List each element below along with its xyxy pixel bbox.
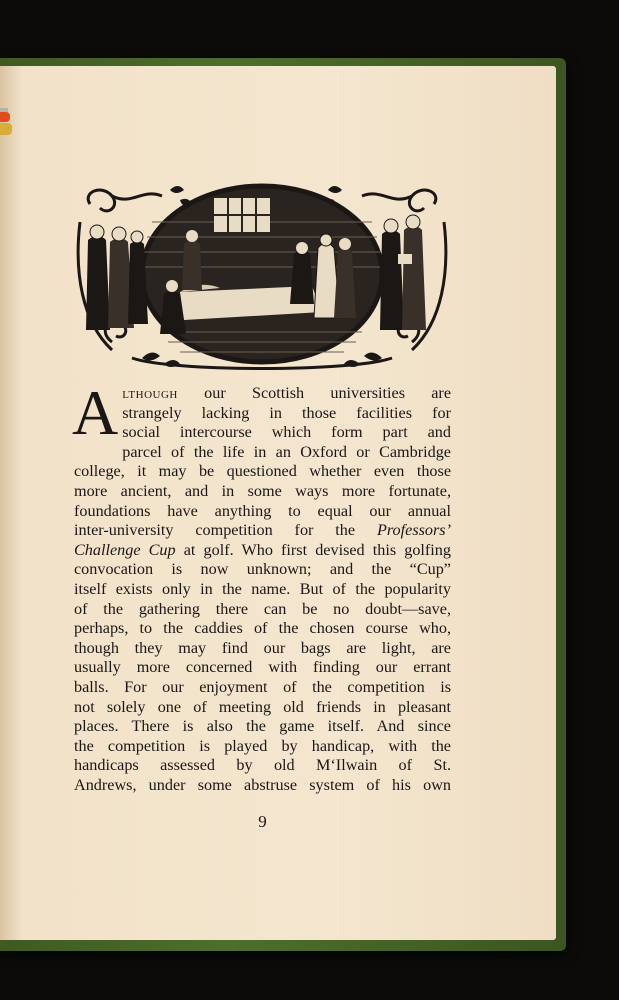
figures-right [380,215,426,330]
text-line-8: inter-university competition for the Professors’ [74,521,451,540]
text-line-18: places. There is also the game itself. And since [74,717,451,736]
bookmark-ribbon-yellow [0,123,12,135]
italic-professors: Professors’ [376,521,451,540]
bookmark-ribbon-red [0,112,10,122]
text-line-3: social intercourse which form part and [122,423,451,442]
text-line-14: though they may find our bags are light, are [74,638,451,657]
body-text [72,377,451,795]
text-line-16: balls. For our enjoyment of the competition is [74,677,451,696]
text-line-10: convocation is now unknown; and the “Cup” [74,560,451,579]
text-line-7: foundations have anything to equal our annual [74,501,451,520]
figures-left [86,225,148,330]
text-line-15: usually more concerned with finding our errant [74,658,451,677]
text-line-4: parcel of the life in an Oxford or Cambridge [122,442,451,461]
text-line-20: handicaps assessed by old M‘Ilwain of St. [74,756,451,775]
drop-cap: A [72,377,119,448]
lead-in: lthough [122,384,178,402]
text-line-17: not solely one of meeting old friends in pleasant [74,697,451,716]
opening-paragraph [72,377,451,795]
text-line-12: of the gathering there can be no doubt—save, [74,599,451,618]
page-number: 9 [258,812,267,831]
text-line-21: Andrews, under some abstruse system of his own [74,775,451,794]
woodcut-deathbed-scene-icon [72,182,452,372]
text-line-11: itself exists only in the name. But of the popularity [74,579,451,598]
text-line-1: lthough our Scottish universities are [122,384,451,402]
text-line-13: perhaps, to the caddies of the chosen course who, [74,619,451,638]
text-line-2: strangely lacking in those facilities for [122,403,451,422]
text-line-6: more ancient, and in some ways more fortunate, [74,481,451,500]
text-line-9: Challenge Cup at golf. Who first devised this golfing [74,540,451,559]
text-line-19: the competition is played by handicap, with the [74,736,451,755]
italic-challenge-cup: Challenge Cup [74,540,176,559]
text-line-5: college, it may be questioned whether even those [74,462,451,481]
